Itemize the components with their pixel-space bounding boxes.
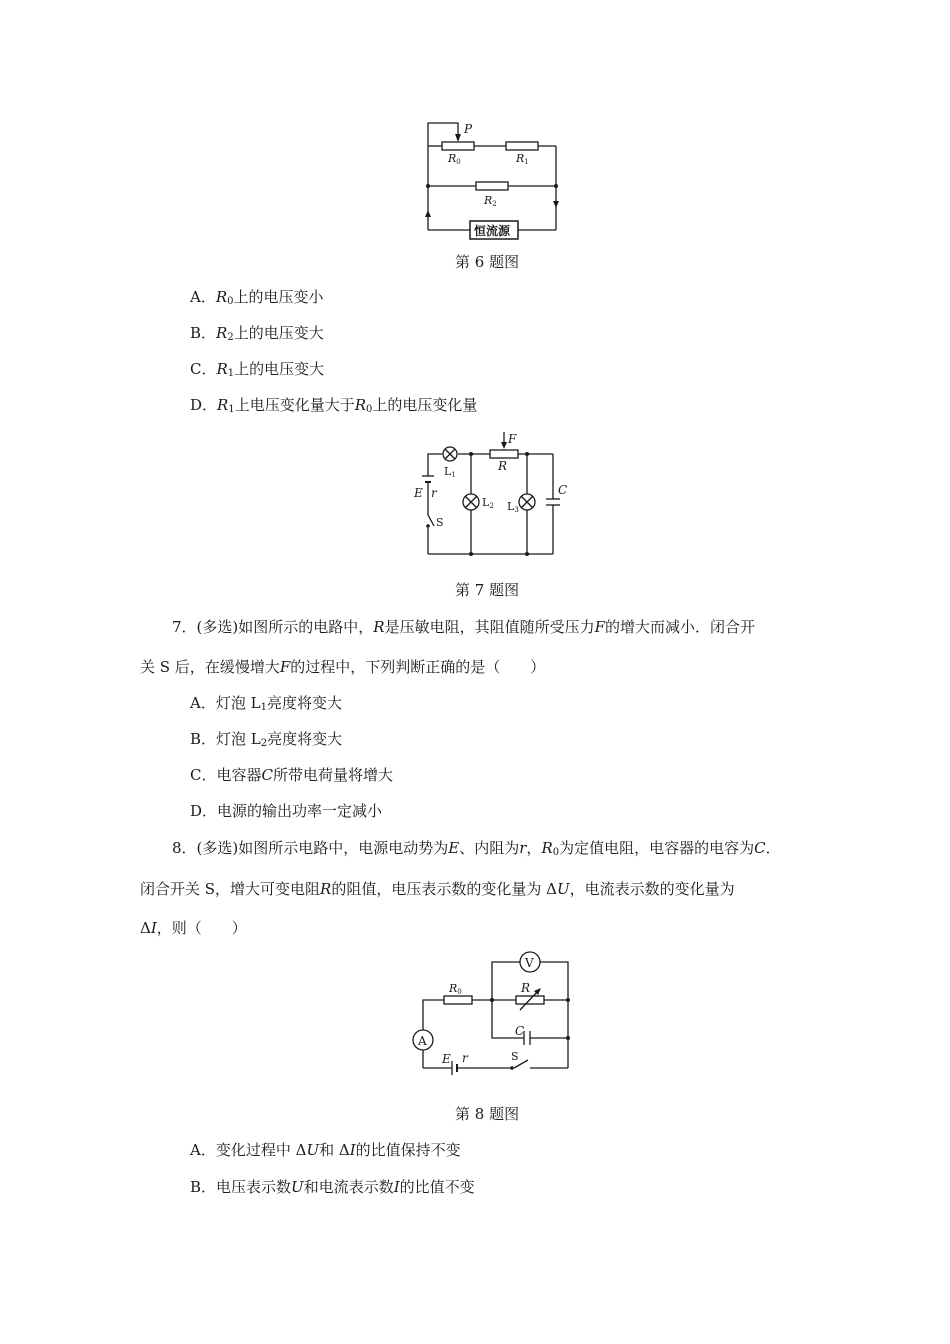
fig7-label-C: C: [558, 483, 568, 497]
fig8-label-V: V: [525, 956, 534, 970]
figure-7-caption: 第 7 题图: [455, 581, 520, 599]
fig7-label-E: E: [414, 486, 423, 500]
q8-stem-line1: 8．(多选)如图所示电路中，电源电动势为E、内阻为r，$R_0$为定值电阻，电容器的电容为C．: [172, 839, 781, 858]
fig8-label-r: r: [462, 1051, 468, 1065]
svg-text:L1: [444, 465, 456, 479]
fig6-label-source: 恒流源: [474, 224, 511, 238]
fig7-label-L3: L: [507, 500, 515, 513]
fig8-label-R0: R: [449, 982, 458, 995]
svg-text:R2: [483, 194, 497, 208]
fig6-label-R0-sub: 0: [456, 158, 461, 166]
fig7-label-F: F: [508, 432, 517, 446]
fig7-label-L1: L: [444, 465, 452, 478]
q8-stem-line2: 闭合开关 S，增大可变电阻R的阻值，电压表示数的变化量为 ΔU，电流表示数的变化量为: [140, 880, 735, 898]
q6-option-a: A．$R_0$上的电压变小: [190, 288, 324, 307]
fig8-label-C: C: [515, 1024, 525, 1038]
fig7-label-S: S: [436, 516, 444, 529]
figure-8-circuit: [408, 948, 583, 1080]
svg-text:R0: [448, 982, 462, 996]
svg-text:R1: [515, 152, 529, 166]
q7-option-c: C．电容器C所带电荷量将增大: [190, 766, 393, 784]
figure-6-caption: 第 6 题图: [455, 253, 520, 271]
fig6-label-R1: R: [516, 152, 525, 165]
fig7-label-L3-sub: 3: [514, 506, 519, 514]
q6-option-b: B．$R_2$上的电压变大: [190, 324, 324, 343]
fig8-label-A: A: [418, 1034, 427, 1048]
fig6-label-R2-sub: 2: [492, 200, 497, 208]
q7-option-a: A．灯泡 $L_1$亮度将变大: [190, 694, 342, 713]
fig8-label-E: E: [442, 1052, 451, 1066]
fig7-label-L1-sub: 1: [451, 471, 456, 479]
fig7-label-r: r: [431, 486, 437, 500]
figure-6-circuit: [420, 118, 565, 243]
fig6-label-R1-sub: 1: [524, 158, 529, 166]
svg-text:L3: [507, 500, 519, 514]
svg-text:L2: [482, 496, 494, 510]
q7-option-b: B．灯泡 $L_2$亮度将变大: [190, 730, 343, 749]
q7-stem-line2: 关 S 后，在缓慢增大F的过程中，下列判断正确的是（ ）: [140, 658, 546, 676]
q6-option-d: D．$R_1$上电压变化量大于$R_0$上的电压变化量: [190, 396, 478, 415]
fig6-label-P: P: [464, 122, 473, 136]
fig6-label-R2: R: [484, 194, 493, 207]
q7-stem-line1: 7．(多选)如图所示的电路中，R是压敏电阻，其阻值随所受压力F的增大而减小．闭合开: [172, 618, 756, 636]
q8-option-a: A．变化过程中 ΔU和 ΔI的比值保持不变: [190, 1141, 461, 1159]
fig7-label-L2-sub: 2: [489, 502, 494, 510]
q7-option-d: D．电源的输出功率一定减小: [190, 802, 383, 820]
q8-option-b: B．电压表示数U和电流表示数I的比值不变: [190, 1178, 475, 1196]
figure-7-circuit: [408, 430, 578, 562]
figure-8-caption: 第 8 题图: [455, 1105, 520, 1123]
q6-option-c: C．$R_1$上的电压变大: [190, 360, 325, 379]
fig7-label-R: R: [498, 459, 508, 473]
fig8-label-R: R: [521, 981, 531, 995]
fig7-label-L2: L: [482, 496, 490, 509]
fig6-label-R0: R: [448, 152, 457, 165]
fig8-label-S: S: [511, 1050, 519, 1063]
svg-text:R0: [447, 152, 461, 166]
fig8-label-R0-sub: 0: [457, 988, 462, 996]
q8-stem-line3: ΔI，则（ ）: [140, 919, 247, 937]
